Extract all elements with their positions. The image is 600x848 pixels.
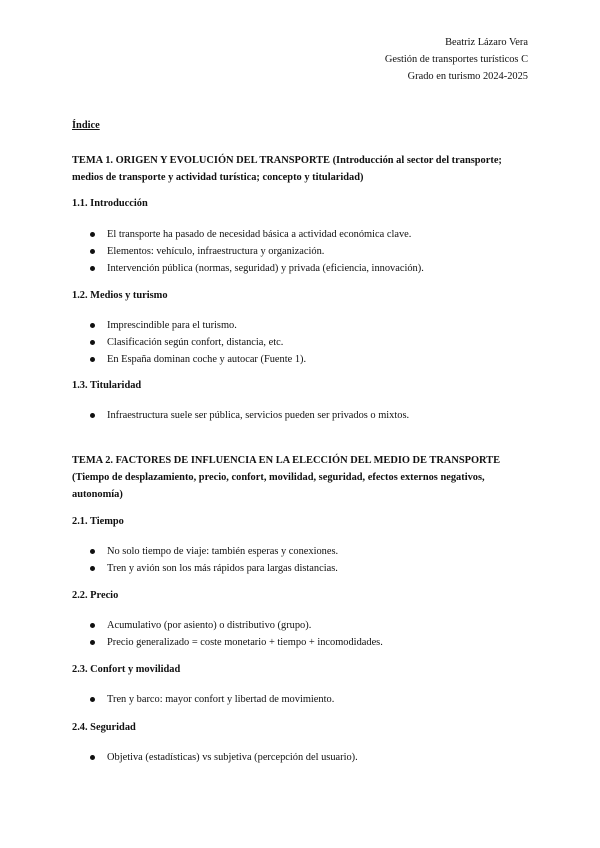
- section-2-2-list: [72, 617, 532, 651]
- section-2-4-heading: 2.4. Seguridad: [72, 722, 136, 733]
- list-item: No solo tiempo de viaje: también esperas y conexiones.: [72, 543, 532, 560]
- degree-year: Grado en turismo 2024-2025: [407, 71, 528, 82]
- section-1-1-heading: 1.1. Introducción: [72, 198, 148, 209]
- list-item: Objetiva (estadísticas) vs subjetiva (percepción del usuario).: [72, 749, 532, 766]
- section-2-1-list: [72, 543, 532, 577]
- list-item: Imprescindible para el turismo.: [72, 317, 532, 334]
- section-1-3-list: [72, 407, 532, 424]
- list-item: Intervención pública (normas, seguridad) y privada (eficiencia, innovación).: [72, 260, 532, 277]
- list-item: Acumulativo (por asiento) o distributivo (grupo).: [72, 617, 532, 634]
- list-item: Elementos: vehículo, infraestructura y organización.: [72, 243, 532, 260]
- section-2-1-heading: 2.1. Tiempo: [72, 516, 124, 527]
- index-title: Índice: [72, 120, 100, 131]
- list-item: El transporte ha pasado de necesidad básica a actividad económica clave.: [72, 226, 532, 243]
- section-1-3-heading: 1.3. Titularidad: [72, 380, 142, 391]
- list-item: Tren y barco: mayor confort y libertad de movimiento.: [72, 691, 532, 708]
- section-2-3-list: [72, 691, 532, 708]
- list-item: Tren y avión son los más rápidos para largas distancias.: [72, 560, 532, 577]
- list-item: Clasificación según confort, distancia, etc.: [72, 334, 532, 351]
- section-1-1-list: [72, 226, 532, 277]
- tema-2-title: TEMA 2. FACTORES DE INFLUENCIA EN LA ELECCIÓN DEL MEDIO DE TRANSPORTE (Tiempo de desplazamiento, precio, confort, movilidad, seguridad, efectos externos negativos, autonomía): [72, 455, 501, 500]
- section-2-4-list: [72, 749, 532, 766]
- list-item: Infraestructura suele ser pública, servicios pueden ser privados o mixtos.: [72, 407, 532, 424]
- section-1-2-heading: 1.2. Medios y turismo: [72, 290, 168, 301]
- document-header: [385, 34, 528, 85]
- tema-1-title: TEMA 1. ORIGEN Y EVOLUCIÓN DEL TRANSPORTE (Introducción al sector del transporte; medios de transporte y actividad turística; concepto y titularidad): [72, 155, 502, 183]
- section-1-2-list: [72, 317, 532, 368]
- list-item: Precio generalizado = coste monetario + tiempo + incomodidades.: [72, 634, 532, 651]
- course-name: Gestión de transportes turísticos C: [384, 54, 528, 65]
- section-2-3-heading: 2.3. Confort y movilidad: [72, 664, 181, 675]
- author-name: Beatriz Lázaro Vera: [445, 37, 528, 48]
- list-item: En España dominan coche y autocar (Fuente 1).: [72, 351, 532, 368]
- section-2-2-heading: 2.2. Precio: [72, 590, 119, 601]
